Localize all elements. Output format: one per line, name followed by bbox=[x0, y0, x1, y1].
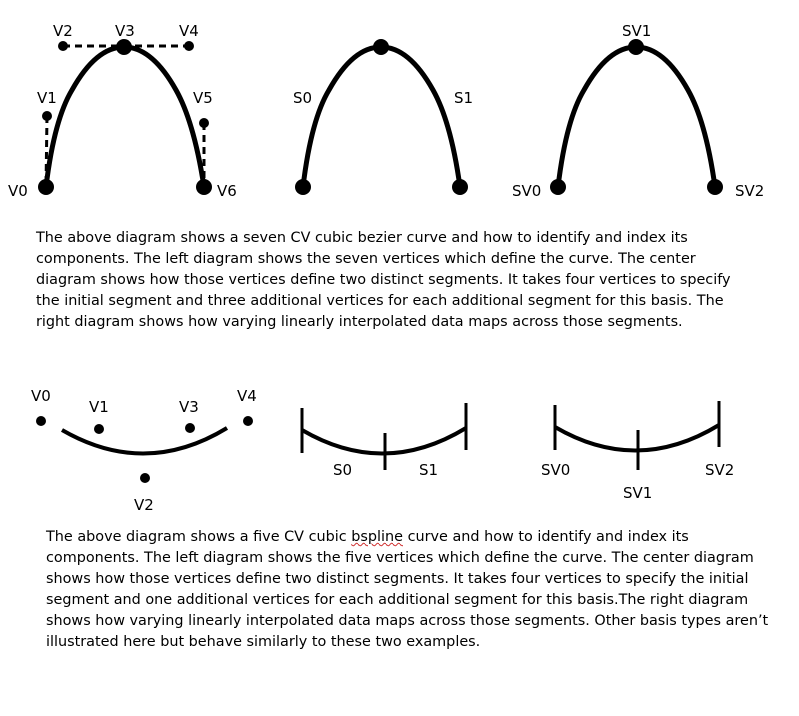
vertex-v0 bbox=[38, 179, 54, 195]
vertex-v3 bbox=[116, 39, 132, 55]
bspline-curve bbox=[62, 428, 227, 454]
label-v0: V0 bbox=[8, 182, 28, 200]
bspline-cv-diagram bbox=[31, 387, 257, 514]
label-s1: S1 bbox=[419, 461, 439, 479]
vertex-v4 bbox=[243, 416, 253, 426]
segment-endpoint-right bbox=[452, 179, 468, 195]
label-v2: V2 bbox=[134, 496, 154, 514]
label-v6: V6 bbox=[217, 182, 237, 200]
label-sv1: SV1 bbox=[623, 484, 653, 502]
vertex-v4 bbox=[184, 41, 194, 51]
label-v3: V3 bbox=[115, 22, 135, 40]
label-v4: V4 bbox=[237, 387, 257, 405]
bezier-caption: The above diagram shows a seven CV cubic bezier curve and how to identify and index its components. The left diagram shows the seven vertices which define the curve. The center diagram shows how those vertices define two distinct segments. It takes four vertices to specify the initial segment and three additional vertices for each additional segment for this basis. The right diagram shows how varying linearly interpolated data maps across those segments. bbox=[36, 230, 731, 330]
label-v0: V0 bbox=[31, 387, 51, 405]
label-sv0: SV0 bbox=[541, 461, 571, 479]
vertex-v1 bbox=[94, 424, 104, 434]
vertex-v3 bbox=[185, 423, 195, 433]
label-s1: S1 bbox=[454, 89, 474, 107]
varying-point-1 bbox=[628, 39, 644, 55]
vertex-v5 bbox=[199, 118, 209, 128]
label-s0: S0 bbox=[293, 89, 313, 107]
label-v4: V4 bbox=[179, 22, 199, 40]
label-v5: V5 bbox=[193, 89, 213, 107]
segment-endpoint-left bbox=[295, 179, 311, 195]
segment-boundary bbox=[373, 39, 389, 55]
vertex-v2 bbox=[58, 41, 68, 51]
bezier-cv-diagram bbox=[8, 22, 237, 200]
label-v3: V3 bbox=[179, 398, 199, 416]
bspline-caption-start: The above diagram shows a five CV cubic bbox=[46, 529, 352, 545]
label-v1: V1 bbox=[89, 398, 109, 416]
bspline-word: bspline bbox=[351, 529, 403, 545]
bezier-curve bbox=[46, 47, 204, 187]
bspline-caption-rest: curve and how to identify and index its components. The left diagram shows the five vertices which define the curve. The center diagram shows how those vertices define two distinct segments. It takes four vertices to specify the initial segment and one additional vertices for each additional segment for this basis.The right diagram shows how varying linearly interpolated data maps across those segments. Other basis types aren’t illustrated here but behave similarly to these two examples. bbox=[46, 529, 769, 650]
label-sv0: SV0 bbox=[512, 182, 542, 200]
bezier-curve-segments bbox=[303, 47, 460, 187]
varying-point-2 bbox=[707, 179, 723, 195]
vertex-v2 bbox=[140, 473, 150, 483]
label-sv1: SV1 bbox=[622, 22, 652, 40]
label-sv2: SV2 bbox=[705, 461, 735, 479]
bezier-curve-varying bbox=[558, 47, 715, 187]
label-s0: S0 bbox=[333, 461, 353, 479]
bezier-varying-diagram bbox=[512, 22, 764, 200]
vertex-v0 bbox=[36, 416, 46, 426]
vertex-v6 bbox=[196, 179, 212, 195]
label-v1: V1 bbox=[37, 89, 57, 107]
bezier-segments-diagram bbox=[293, 39, 473, 195]
label-sv2: SV2 bbox=[735, 182, 765, 200]
bspline-varying-diagram bbox=[541, 401, 734, 502]
varying-point-0 bbox=[550, 179, 566, 195]
bspline-caption bbox=[46, 527, 776, 653]
vertex-v1 bbox=[42, 111, 52, 121]
label-v2: V2 bbox=[53, 22, 73, 40]
bspline-segments-diagram bbox=[302, 403, 466, 479]
